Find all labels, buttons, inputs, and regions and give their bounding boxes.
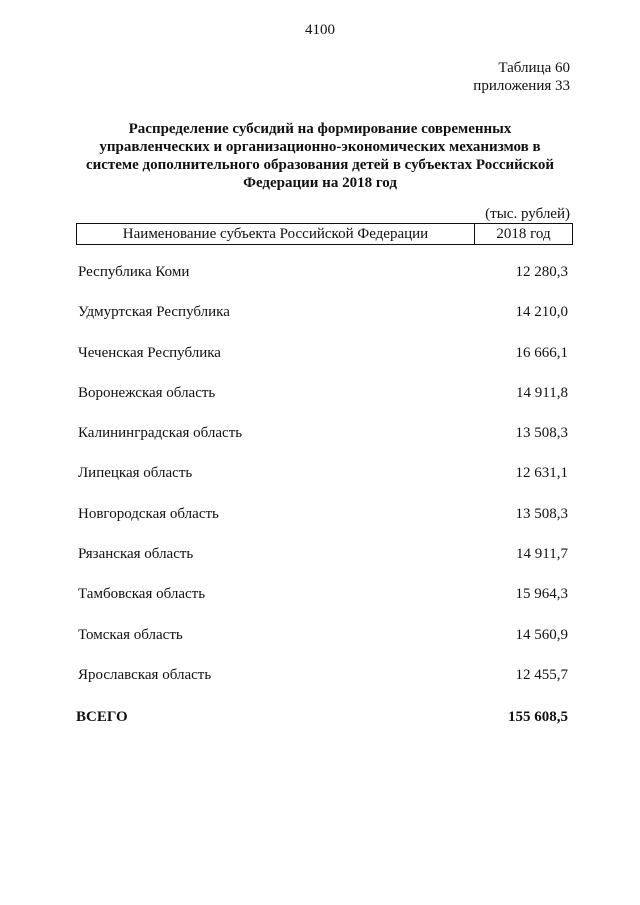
table-row [78,383,568,423]
region-name: Новгородская область [78,505,219,522]
subsidy-value: 14 560,9 [515,626,568,643]
table-row [78,343,568,383]
region-name: Калининградская область [78,425,243,442]
table-row [78,463,568,503]
region-name: Тамбовская область [78,586,206,603]
page-number: 4100 [305,22,335,38]
total-value: 155 608,5 [508,709,568,725]
table-row [78,584,568,624]
table-row [78,423,568,463]
title-line: управленческих и организационно-экономических механизмов в [99,139,541,155]
subsidy-value: 15 964,3 [515,586,568,603]
subsidy-value: 12 280,3 [515,264,568,280]
subsidy-value: 12 631,1 [515,465,568,482]
region-name: Удмуртская Республика [78,304,230,321]
table-header [76,223,573,245]
header-year: 2018 год [496,226,551,242]
title-line: Федерации на 2018 год [243,175,397,191]
title-line: системе дополнительного образования детей в субъектах Российской [85,157,555,173]
table-row [78,625,568,665]
appendix-number: приложения 33 [473,78,570,94]
region-name: Республика Коми [78,264,190,280]
table-row [78,504,568,544]
subsidy-value: 14 210,0 [515,304,568,321]
total-row [76,709,568,726]
subsidy-value: 12 455,7 [515,666,568,683]
table-row [78,665,568,705]
header-region-name: Наименование субъекта Российской Федерации [77,224,475,244]
region-name: Рязанская область [78,546,194,563]
document-title [70,120,570,192]
region-name: Ярославская область [78,666,212,683]
region-name: Томская область [78,626,183,643]
subsidy-value: 14 911,7 [516,546,568,563]
table-row [78,544,568,584]
table-row [78,262,568,302]
table-reference [473,59,570,95]
region-name: Чеченская Республика [78,344,221,361]
region-name: Липецкая область [78,465,193,482]
title-line: Распределение субсидий на формирование современных [128,121,512,137]
subsidy-value: 16 666,1 [515,344,568,361]
table-body [78,262,568,705]
table-number: Таблица 60 [498,60,570,76]
subsidy-value: 13 508,3 [515,425,568,442]
total-label: ВСЕГО [76,709,128,725]
subsidy-value: 14 911,8 [516,384,568,401]
units-note: (тыс. рублей) [485,206,570,222]
region-name: Воронежская область [78,384,216,401]
table-row [78,302,568,342]
subsidy-value: 13 508,3 [515,505,568,522]
